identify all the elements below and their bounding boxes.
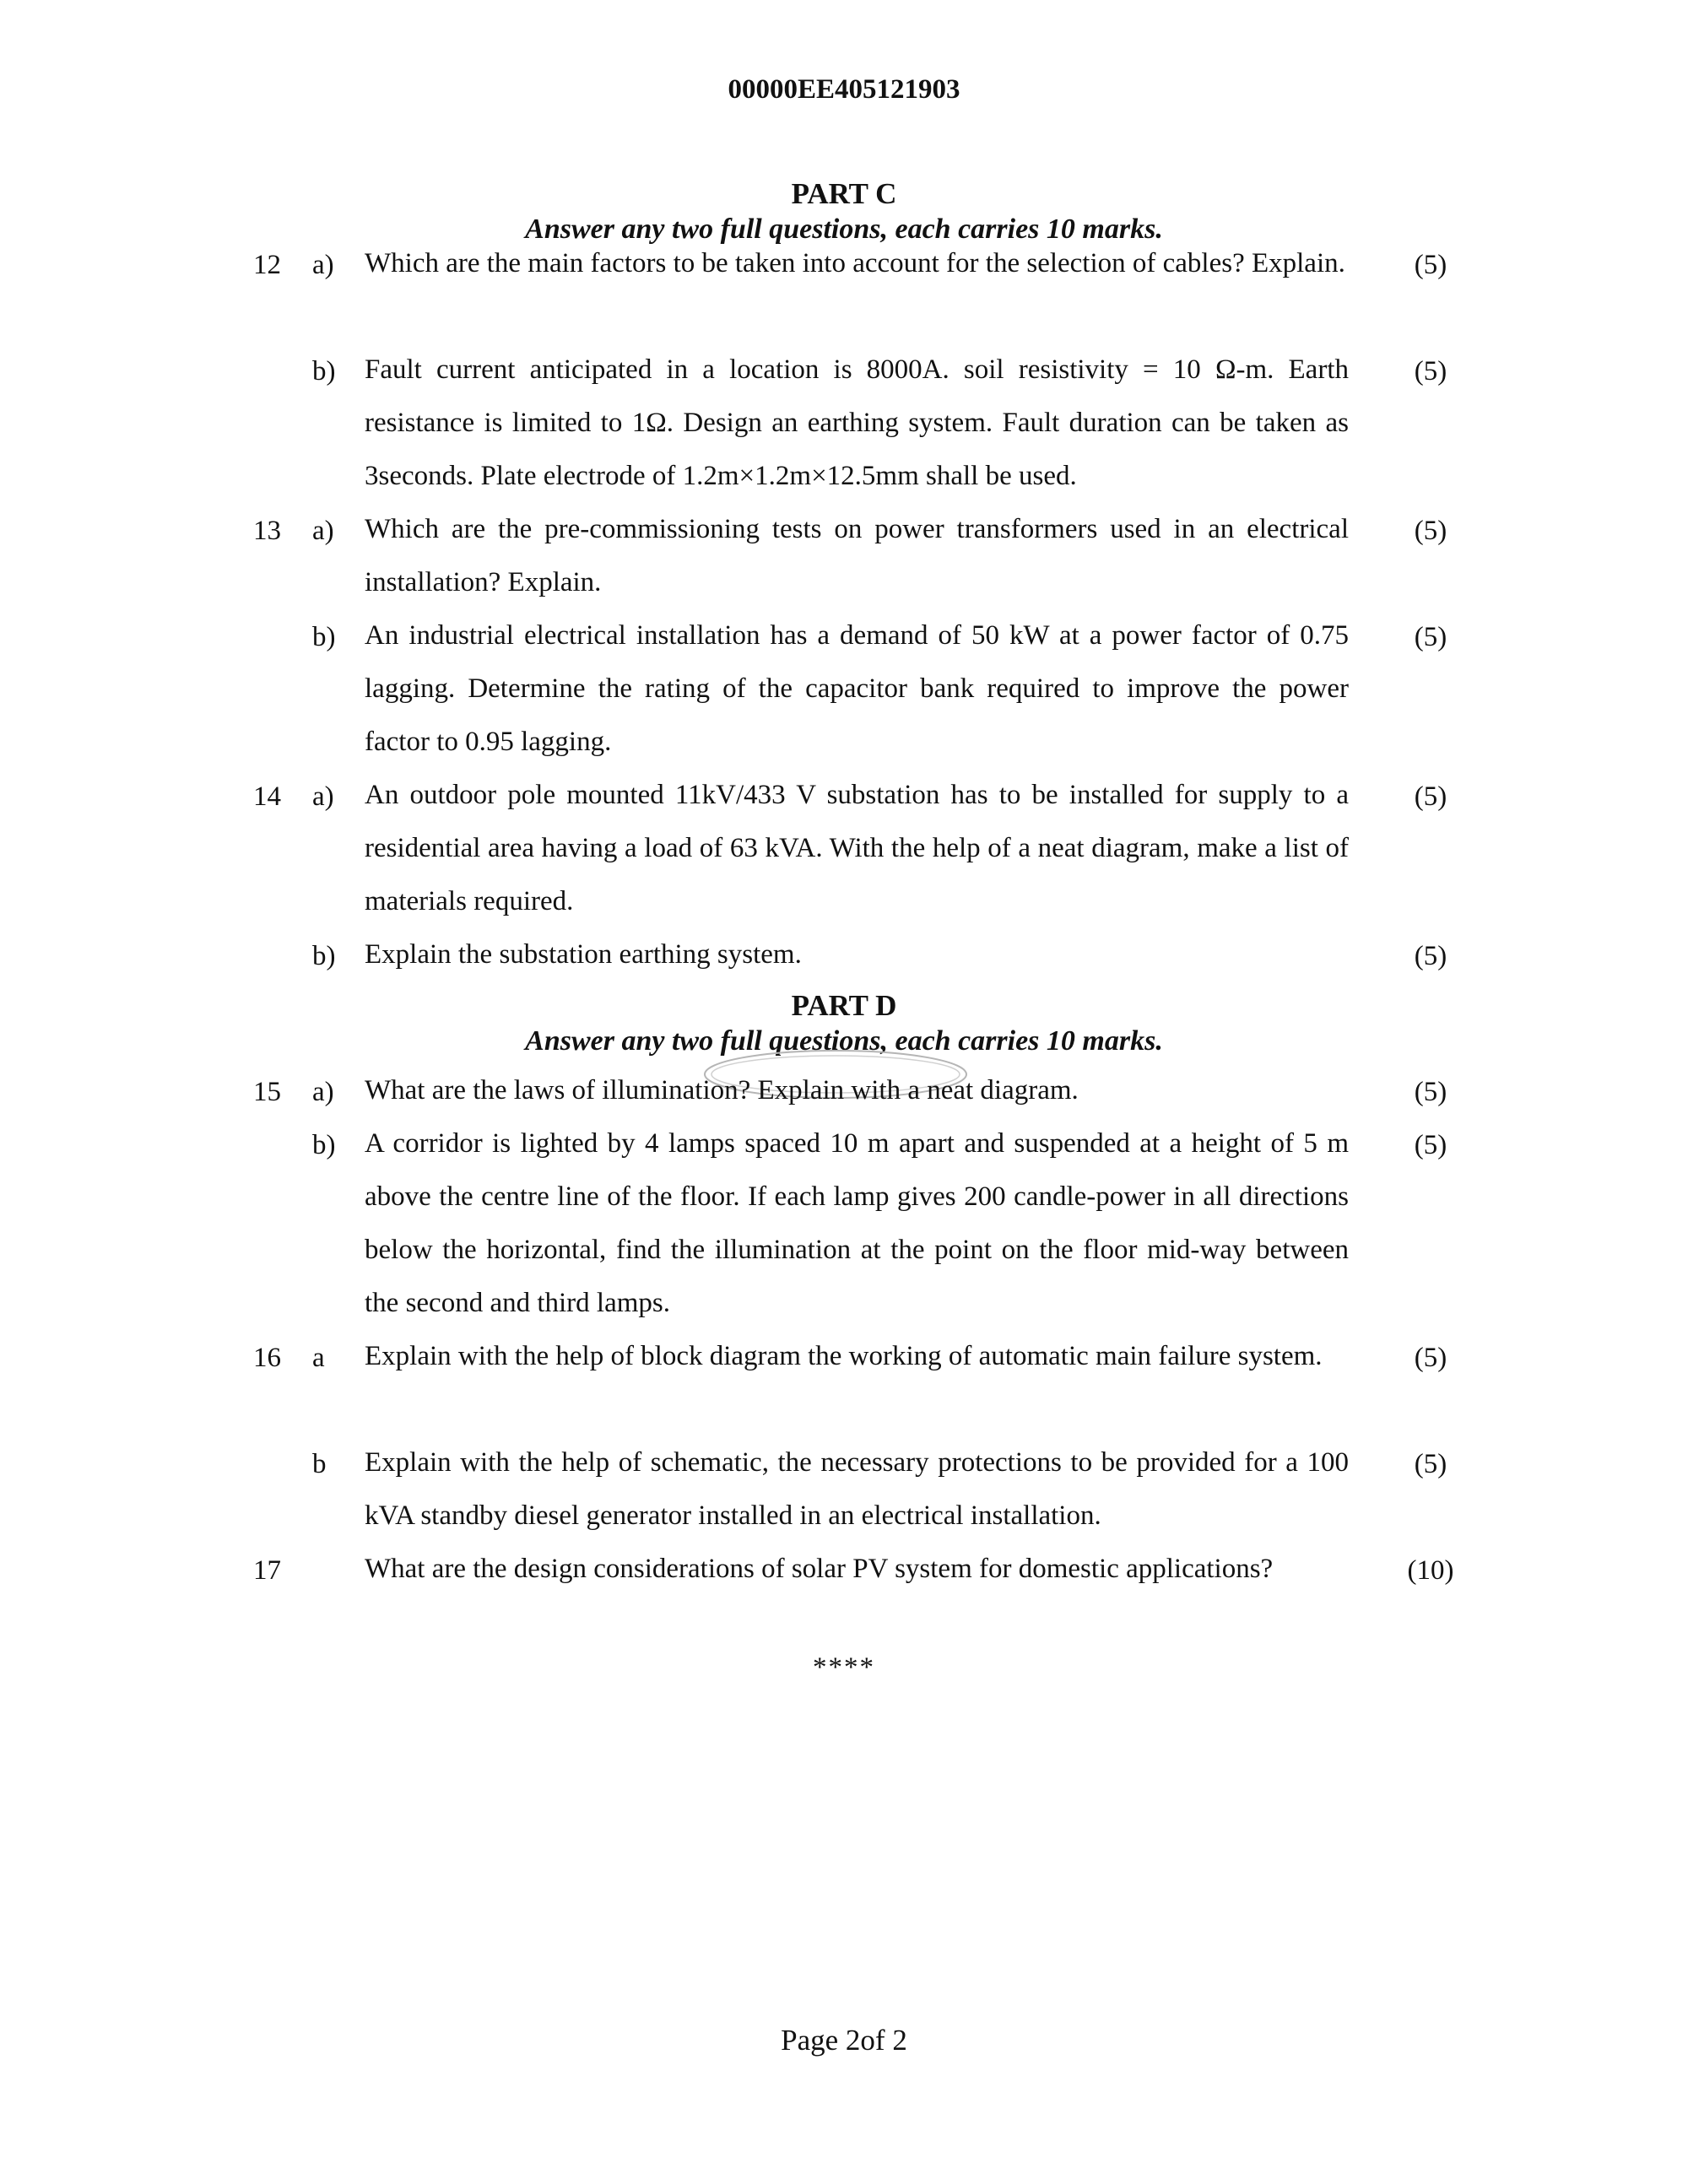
part-d-instruction: Answer any two full questions, each carries 10 marks. xyxy=(525,1025,1163,1057)
question-text: Which are the main factors to be taken into account for the selection of cables? Explain. xyxy=(365,248,1345,278)
question-marks: (5) xyxy=(1414,941,1447,971)
part-c-instruction: Answer any two full questions, each carries 10 marks. xyxy=(525,214,1163,245)
question-part: a) xyxy=(312,781,334,812)
question-marks: (5) xyxy=(1414,781,1447,812)
question-marks: (5) xyxy=(1414,516,1447,546)
question-text: An industrial electrical installation has a demand of 50 kW at a power factor of 0.75 lagging. Determine the rating of the capacitor bank required to improve the power factor to 0.95 lagging. xyxy=(365,620,1349,757)
question-text: What are the laws of illumination? Explain with a neat diagram. xyxy=(365,1075,1079,1106)
question-text: What are the design considerations of solar PV system for domestic applications? xyxy=(365,1554,1274,1584)
question-marks: (5) xyxy=(1414,1449,1447,1479)
question-text: A corridor is lighted by 4 lamps spaced 10 m apart and suspended at a height of 5 m above the centre line of the floor. If each lamp gives 200 candle-power in all directions below the horizontal, find the illumination at the point on the floor mid-way between the second and third lamps. xyxy=(365,1128,1349,1318)
page-number: Page 2of 2 xyxy=(781,2024,907,2057)
part-c-title: PART C xyxy=(791,177,897,210)
question-number: 16 xyxy=(253,1343,281,1373)
question-text: Explain with the help of schematic, the necessary protections to be provided for a 100 kVA standby diesel generator installed in an electrical installation. xyxy=(365,1447,1349,1531)
question-marks: (5) xyxy=(1414,356,1447,387)
question-part: a) xyxy=(312,516,334,546)
question-text: Fault current anticipated in a location is 8000A. soil resistivity = 10 Ω-m. Earth resistance is limited to 1Ω. Design an earthing system. Fault duration can be taken as 3seconds. Plate electrode of 1.2m×1.2m×12.5mm shall be used. xyxy=(365,354,1349,491)
question-text: Explain the substation earthing system. xyxy=(365,939,802,970)
question-part: a xyxy=(312,1343,325,1373)
question-number: 15 xyxy=(253,1077,281,1107)
question-part: b) xyxy=(312,1130,336,1160)
question-text: Explain with the help of block diagram the working of automatic main failure system. xyxy=(365,1341,1323,1371)
question-text: An outdoor pole mounted 11kV/433 V substation has to be installed for supply to a residential area having a load of 63 kVA. With the help of a neat diagram, make a list of materials required. xyxy=(365,780,1349,916)
question-number: 14 xyxy=(253,781,281,812)
question-text: Which are the pre-commissioning tests on power transformers used in an electrical installation? Explain. xyxy=(365,514,1349,597)
question-number: 17 xyxy=(253,1555,281,1586)
question-marks: (10) xyxy=(1407,1555,1454,1586)
question-part: b) xyxy=(312,622,336,652)
question-number: 12 xyxy=(253,250,281,280)
question-marks: (5) xyxy=(1414,1343,1447,1373)
paper-code: 00000EE405121903 xyxy=(728,74,960,105)
question-marks: (5) xyxy=(1414,622,1447,652)
question-part: a) xyxy=(312,1077,334,1107)
question-marks: (5) xyxy=(1414,1077,1447,1107)
question-marks: (5) xyxy=(1414,250,1447,280)
question-part: b) xyxy=(312,356,336,387)
question-part: b) xyxy=(312,941,336,971)
question-marks: (5) xyxy=(1414,1130,1447,1160)
end-marker: **** xyxy=(813,1652,875,1683)
part-d-title: PART D xyxy=(791,989,897,1022)
question-number: 13 xyxy=(253,516,281,546)
question-part: a) xyxy=(312,250,334,280)
question-part: b xyxy=(312,1449,327,1479)
